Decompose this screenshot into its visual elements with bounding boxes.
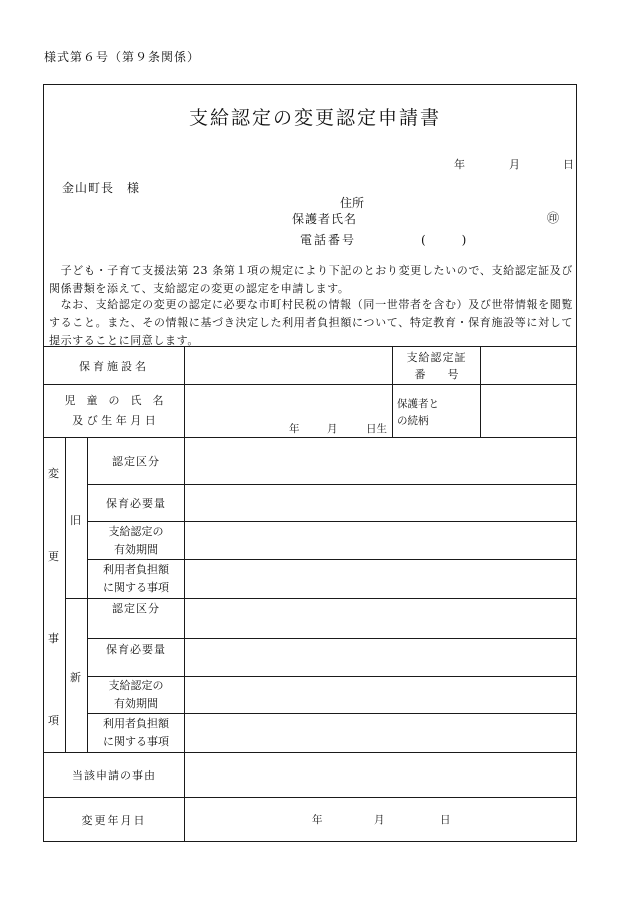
date-day-label: 日 — [563, 158, 574, 171]
old-validity-label: 支給認定の 有効期間 — [108, 524, 164, 556]
birth-day-label: 日生 — [366, 423, 387, 435]
new-cert-category-label: 認定区分 — [112, 602, 160, 615]
cert-number-label: 支給認定証 番 号 — [406, 350, 467, 381]
change-date-label: 変更年月日 — [81, 814, 147, 827]
change-month-label: 月 — [374, 814, 385, 826]
reason-label: 当該申請の事由 — [72, 769, 156, 782]
change-items-char: 事 — [48, 632, 59, 645]
table-col-line — [65, 437, 66, 752]
change-day-label: 日 — [440, 814, 451, 826]
birth-year-label: 年 — [289, 423, 300, 435]
phone-label: 電話番号 — [300, 233, 357, 247]
date-month-label: 月 — [509, 158, 520, 171]
new-validity-label: 支給認定の 有効期間 — [108, 679, 164, 710]
address-label: 住所 — [340, 196, 365, 210]
child-name-birth-label: 児 童 の 氏 名 及 び 生 年 月 日 — [64, 394, 164, 427]
birth-month-label: 月 — [327, 423, 338, 435]
new-label: 新 — [70, 671, 81, 684]
addressee: 金山町長 様 — [62, 181, 141, 195]
facility-name-label: 保育施設名 — [79, 359, 149, 373]
relation-label: 保護者と の続柄 — [397, 398, 439, 427]
change-items-char: 項 — [48, 714, 59, 727]
change-year-label: 年 — [312, 814, 323, 826]
old-care-need-label: 保育必要量 — [106, 497, 166, 510]
old-burden-label: 利用者負担額 に関する事項 — [103, 563, 169, 594]
new-burden-label: 利用者負担額 に関する事項 — [103, 717, 169, 748]
form-caption: 様式第６号（第９条関係） — [44, 50, 201, 64]
consent-statement: なお、支給認定の変更の認定に必要な市町村民税の情報（同一世帯者を含む）及び世帯情報を閲覧すること。また、その情報に基づき決定した利用者負担額について、特定教育・保育施設等に対して提示することに同意します。 — [49, 298, 573, 347]
guardian-name-label: 保護者氏名 — [292, 212, 358, 226]
old-label: 旧 — [70, 514, 81, 527]
change-items-char: 更 — [48, 550, 59, 563]
table-col-line — [184, 346, 185, 842]
change-items-char: 変 — [48, 467, 59, 480]
seal-mark: ㊞ — [547, 211, 560, 225]
form-title: 支給認定の変更認定申請書 — [188, 107, 441, 129]
application-statement: 子ども・子育て支援法第 23 条第１項の規定により下記のとおり変更したいので、支給認定証及び関係書類を添えて、支給認定の変更の認定を申請します。 — [49, 264, 573, 295]
old-cert-category-label: 認定区分 — [112, 455, 160, 468]
date-year-label: 年 — [454, 158, 465, 171]
new-care-need-label: 保育必要量 — [106, 642, 166, 656]
phone-parens: ( ) — [421, 233, 467, 247]
table-col-line — [480, 346, 481, 437]
